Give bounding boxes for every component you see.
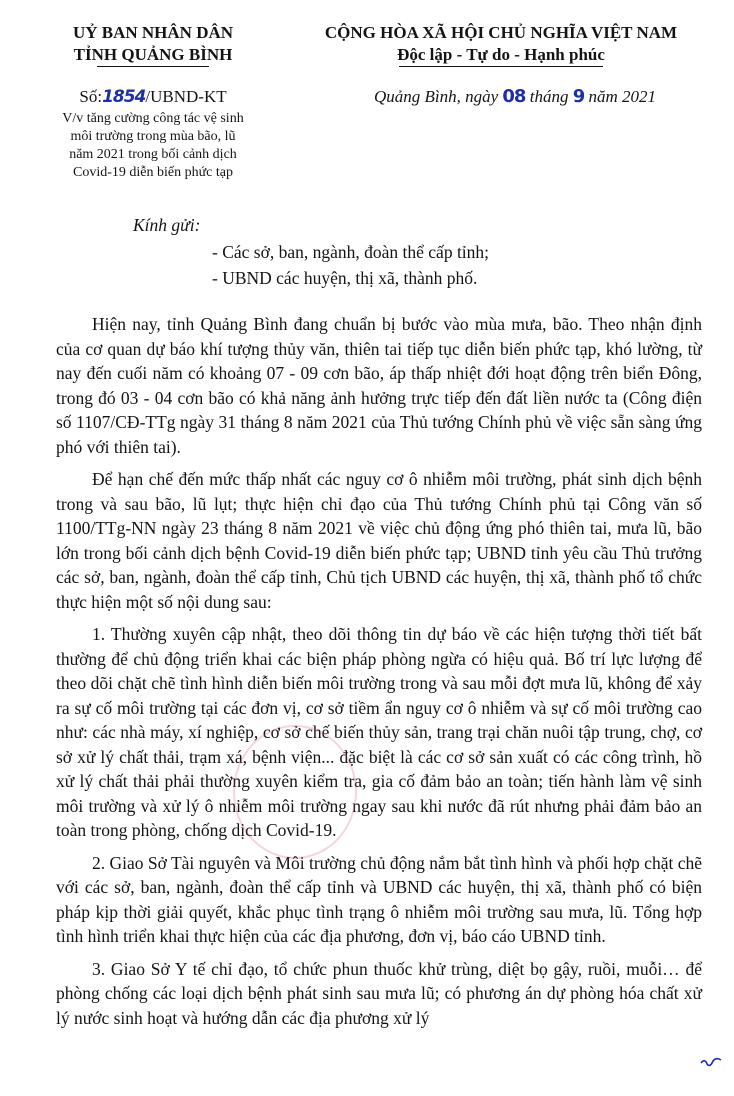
- body-paragraph: 2. Giao Sở Tài nguyên và Môi trường chủ động nắm bắt tình hình và phối hợp chặt chẽ với các sở, ban, ngành, đoàn thể cấp tỉnh và UBND các huyện, thị xã, thành phố có biện pháp kịp thời giải quyết, khắc phục tình trạng ô nhiễm môi trường sau mưa, lũ. Tổng hợp tình hình triển khai thực hiện của các địa phương, đơn vị, báo cáo UBND tỉnh.: [56, 852, 702, 946]
- number-suffix: /UBND-KT: [145, 87, 227, 106]
- subject-line: năm 2021 trong bối cảnh dịch: [69, 147, 237, 162]
- initial-mark-icon: [700, 1056, 722, 1068]
- recipient-item: - UBND các huyện, thị xã, thành phố.: [212, 268, 478, 288]
- body-paragraph: Hiện nay, tỉnh Quảng Bình đang chuẩn bị bước vào mùa mưa, bão. Theo nhận định của cơ quan dự báo khí tượng thủy văn, thiên tai tiếp tục diễn biến phức tạp, khó lường, từ nay đến cuối năm có khoảng 07 - 09 cơn bão, áp thấp nhiệt đới hoạt động trên biển Đông, trong đó 03 - 04 cơn bão có khả năng ảnh hưởng trực tiếp đến đất liền nước ta (Công điện số 1107/CĐ-TTg ngày 31 tháng 8 năm 2021 của Thủ tướng Chính phủ về việc sẵn sàng ứng phó với thiên tai).: [56, 314, 702, 457]
- date-place: Quảng Bình, ngày: [373, 87, 499, 106]
- handwritten-month: 9: [572, 86, 585, 107]
- handwritten-number: 1854: [102, 87, 146, 107]
- issuing-agency: [28, 22, 278, 67]
- recipient-item: - Các sở, ban, ngành, đoàn thể cấp tỉnh;: [212, 242, 490, 262]
- handwritten-day: 08: [502, 86, 526, 107]
- agency-line-2: TỈNH QUẢNG BÌNH: [73, 45, 233, 64]
- body-paragraph: 1. Thường xuyên cập nhật, theo dõi thông tin dự báo về các hiện tượng thời tiết bất thường để chủ động triển khai các biện pháp phòng ngừa có hiệu quả. Bố trí lực lượng để theo dõi chặt chẽ tình hình diễn biến môi trường trong và sau mỗi đợt mưa lũ, không để xảy ra sự cố môi trường tại các đơn vị, cơ sở tiềm ẩn nguy cơ ô nhiễm và sự cố môi trường cao như: các nhà máy, xí nghiệp, cơ sở chế biến thủy sản, trang trại chăn nuôi tập trung, chợ, cơ sở xử lý chất thải, trạm xá, bệnh viện... đặc biệt là các cơ sở sản xuất có các công trình, hồ xử lý chất thải phải thường xuyên kiểm tra, gia cố đảm bảo an toàn; tiến hành làm vệ sinh môi trường và xử lý ô nhiễm môi trường ngay sau khi nước đã rút nhưng phải đảm bảo an toàn trong phòng, chống dịch Covid-19.: [56, 624, 702, 840]
- national-motto: [276, 22, 726, 67]
- subject-line: Covid-19 diễn biến phức tạp: [72, 165, 233, 180]
- motto-underline: [399, 66, 603, 67]
- subject-line: môi trường trong mùa bão, lũ: [70, 129, 236, 144]
- date-year: năm 2021: [588, 87, 657, 106]
- subject-line: V/v tăng cường công tác vệ sinh: [62, 111, 244, 126]
- salutation: Kính gửi:: [133, 215, 201, 235]
- document-number: [28, 86, 278, 108]
- number-prefix: Số:: [79, 87, 103, 106]
- recipient-list: [212, 239, 489, 291]
- agency-underline: [97, 66, 209, 67]
- date-month-label: tháng: [529, 87, 569, 106]
- nation-line-2: Độc lập - Tự do - Hạnh phúc: [397, 45, 605, 64]
- subject-summary: [28, 110, 278, 182]
- faded-seal-stamp: [233, 725, 357, 859]
- nation-line-1: CỘNG HÒA XÃ HỘI CHỦ NGHĨA VIỆT NAM: [324, 23, 678, 42]
- issue-date: [300, 86, 730, 108]
- body-paragraph: Để hạn chế đến mức thấp nhất các nguy cơ ô nhiễm môi trường, phát sinh dịch bệnh trong và sau bão, lũ lụt; thực hiện chỉ đạo của Thủ tướng Chính phủ tại Công văn số 1100/TTg-NN ngày 23 tháng 8 năm 2021 về việc chủ động ứng phó thiên tai, mưa lũ, bão lớn trong bối cảnh dịch bệnh Covid-19 diễn biến phức tạp; UBND tỉnh yêu cầu Thủ trưởng các sở, ban, ngành, đoàn thể cấp tỉnh, Chủ tịch UBND các huyện, thị xã, thành phố tổ chức thực hiện một số nội dung sau:: [56, 469, 702, 612]
- agency-line-1: UỶ BAN NHÂN DÂN: [72, 23, 234, 42]
- letter-body: [56, 312, 702, 1036]
- body-paragraph: 3. Giao Sở Y tế chỉ đạo, tổ chức phun thuốc khử trùng, diệt bọ gậy, ruồi, muỗi… để phòng chống các loại dịch bệnh phát sinh sau mưa lũ; có phương án dự phòng hóa chất xử lý nước sinh hoạt và hướng dẫn các địa phương xử lý: [56, 958, 702, 1028]
